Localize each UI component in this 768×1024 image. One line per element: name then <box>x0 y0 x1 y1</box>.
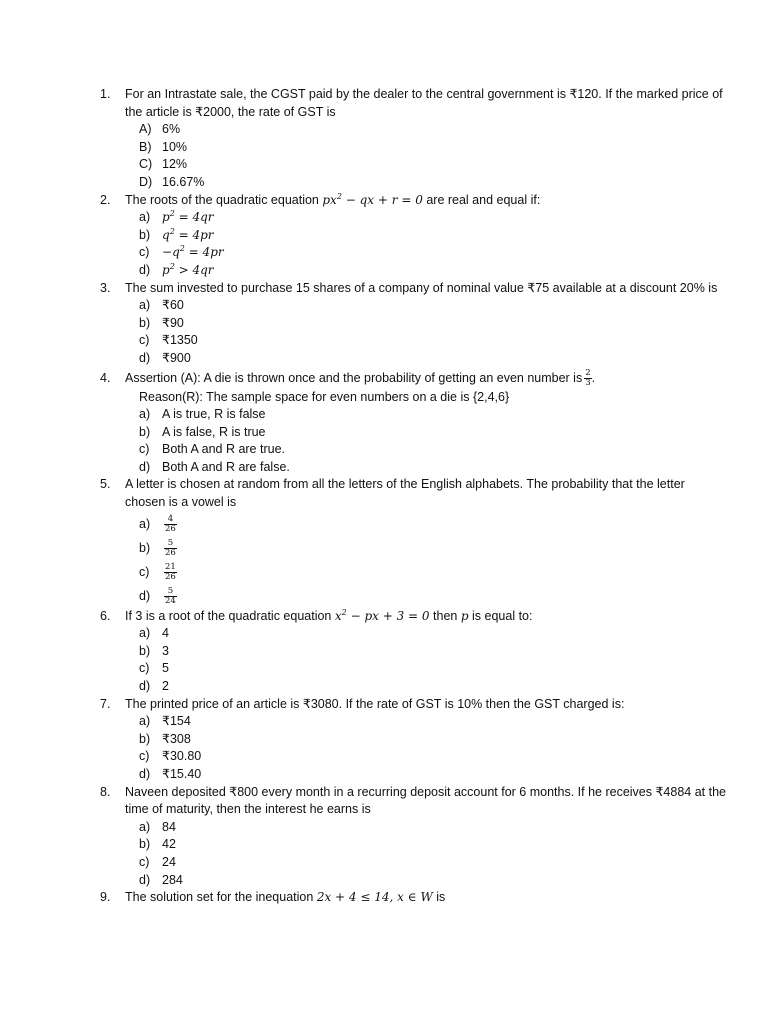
option <box>125 262 728 280</box>
option-text: ₹60 <box>162 298 184 313</box>
option <box>125 424 728 442</box>
question-text: For an Intrastate sale, the CGST paid by the dealer to the central government is ₹120. If the marked price of the article is ₹2000, the rate of GST is <box>125 87 723 119</box>
option-label: b) <box>139 540 151 555</box>
fraction-denominator: 26 <box>165 571 176 582</box>
option <box>125 244 728 262</box>
fraction-numerator: 5 <box>164 539 177 549</box>
question-text: The solution set for the inequation <box>125 890 314 905</box>
option-label: c) <box>139 245 150 260</box>
fraction <box>164 563 177 582</box>
option-text: Both A and R are false. <box>162 459 290 474</box>
question-8 <box>0 784 768 819</box>
option-label: C) <box>139 157 153 172</box>
option <box>125 854 728 872</box>
option-label: d) <box>139 872 151 887</box>
option <box>125 227 728 245</box>
option-text: 24 <box>162 854 176 869</box>
question-9 <box>0 889 768 907</box>
option-label: a) <box>139 407 151 422</box>
option-text: 5 <box>162 661 169 676</box>
fraction <box>164 539 177 558</box>
option-label: b) <box>139 837 151 852</box>
option-label: a) <box>139 516 151 531</box>
option <box>125 584 728 608</box>
fraction-denominator: 26 <box>165 523 176 534</box>
option <box>125 441 728 459</box>
fraction-numerator: 4 <box>164 515 177 525</box>
option-text: Both A and R are true. <box>162 442 285 457</box>
option <box>125 139 728 157</box>
question-6 <box>0 608 768 626</box>
question-3 <box>0 280 768 298</box>
option-label: b) <box>139 227 151 242</box>
option <box>125 174 728 192</box>
fraction <box>164 587 177 606</box>
question-1 <box>0 86 768 121</box>
option-label: c) <box>139 333 150 348</box>
option-label: a) <box>139 626 151 641</box>
option <box>125 678 728 696</box>
options-3 <box>0 297 768 367</box>
option-label: a) <box>139 819 151 834</box>
question-paper <box>0 86 768 907</box>
option <box>125 643 728 661</box>
fraction-numerator: 2 <box>585 367 591 378</box>
question-number: 5. <box>100 477 111 492</box>
option-text: ₹154 <box>162 714 191 729</box>
option-label: b) <box>139 424 151 439</box>
question-text: The roots of the quadratic equation <box>125 192 319 207</box>
options-4 <box>0 406 768 476</box>
option-text: 84 <box>162 819 176 834</box>
options-7 <box>0 713 768 783</box>
option-label: b) <box>139 731 151 746</box>
option <box>125 748 728 766</box>
option-label: d) <box>139 588 151 603</box>
option-label: D) <box>139 174 153 189</box>
option-label: b) <box>139 643 151 658</box>
option-label: a) <box>139 714 151 729</box>
option-text: 12% <box>162 157 188 172</box>
fraction-denominator: 24 <box>165 595 176 606</box>
question-number: 9. <box>100 890 111 905</box>
question-text: Naveen deposited ₹800 every month in a recurring deposit account for 6 months. If he receives ₹4884 at the time of maturity, then the interest he earns is <box>125 784 726 817</box>
option <box>125 836 728 854</box>
option-text: ₹1350 <box>162 333 198 348</box>
option-text: A is false, R is true <box>162 424 266 439</box>
options-1 <box>0 121 768 191</box>
option-text: 10% <box>162 139 188 154</box>
option <box>125 819 728 837</box>
option <box>125 315 728 333</box>
option-text: ₹30.80 <box>162 749 202 764</box>
option <box>125 872 728 890</box>
option <box>125 459 728 477</box>
option-text: 6% <box>162 122 181 137</box>
question-2 <box>0 192 768 210</box>
option <box>125 625 728 643</box>
option <box>125 121 728 139</box>
reason-4 <box>0 389 768 407</box>
question-5 <box>0 476 768 511</box>
question-7 <box>0 696 768 714</box>
option-text: ₹308 <box>162 731 191 746</box>
options-2 <box>0 209 768 279</box>
option <box>125 713 728 731</box>
option <box>125 512 728 536</box>
math-option: $q^2 = 4pr$ <box>162 226 214 242</box>
option-label: c) <box>139 854 150 869</box>
option-text: 16.67% <box>162 174 205 189</box>
question-number: 1. <box>100 87 111 101</box>
question-text: The printed price of an article is ₹3080. If the rate of GST is 10% then the GST charged is: <box>125 696 625 711</box>
option-text: 284 <box>162 872 183 887</box>
math-inequation: 2x + 4 ≤ 14, x ∈ W <box>316 890 433 905</box>
option-label: c) <box>139 749 150 764</box>
option-label: b) <box>139 315 151 330</box>
option-label: A) <box>139 122 152 137</box>
fraction <box>164 515 177 534</box>
option-text: ₹15.40 <box>162 767 202 781</box>
math-equation: $px^2$ − qx + r = 0 <box>322 191 423 207</box>
question-text: is <box>436 890 446 905</box>
option-label: c) <box>139 661 150 676</box>
option-label: c) <box>139 564 150 579</box>
question-text: A letter is chosen at random from all the letters of the English alphabets. The probability that the letter chosen is a vowel is <box>125 477 685 510</box>
question-4: 4. Assertion (A): A die is thrown once and the probability of getting an even number is $\frac{2}{3}$ . <box>100 367 596 388</box>
question-text: then <box>433 608 458 623</box>
fraction-denominator: 3 <box>585 377 591 388</box>
fraction-numerator: 21 <box>165 561 176 572</box>
question-number: 8. <box>100 784 111 799</box>
option <box>125 536 728 560</box>
option-label: d) <box>139 262 151 277</box>
question-number: 6. <box>100 608 111 623</box>
option-label: a) <box>139 210 151 225</box>
question-text: is equal to: <box>472 608 533 623</box>
math-variable: p <box>460 608 469 623</box>
option-text: 42 <box>162 837 176 852</box>
question-text: If 3 is a root of the quadratic equation <box>125 608 332 623</box>
question-number: 3. <box>100 280 111 295</box>
option <box>125 660 728 678</box>
question-number: 2. <box>100 192 111 207</box>
option-label: d) <box>139 459 151 474</box>
fraction <box>584 369 591 388</box>
option-label: B) <box>139 139 152 154</box>
fraction-numerator: 5 <box>164 587 177 597</box>
options-5 <box>0 512 768 608</box>
question-text: The sum invested to purchase 15 shares of a company of nominal value ₹75 available at a discount 20% is <box>125 280 718 295</box>
option-label: a) <box>139 298 151 313</box>
option-label: d) <box>139 679 151 694</box>
question-number: 4. <box>100 370 111 385</box>
options-8 <box>0 819 768 889</box>
option <box>125 406 728 424</box>
option <box>125 332 728 350</box>
option <box>125 731 728 749</box>
option <box>125 297 728 315</box>
fraction-denominator: 26 <box>165 547 176 558</box>
question-text: are real and equal if: <box>426 192 541 207</box>
options-6 <box>0 625 768 695</box>
question-number: 7. <box>100 696 111 711</box>
option <box>125 209 728 227</box>
question-text: Assertion (A): A die is thrown once and the probability of getting an even number is <box>125 370 583 385</box>
option-text: 3 <box>162 643 169 658</box>
reason-text: Reason(R): The sample space for even numbers on a die is {2,4,6} <box>139 389 510 404</box>
option-label: c) <box>139 442 150 457</box>
option-text: 2 <box>162 679 169 694</box>
option-label: d) <box>139 767 151 781</box>
option-text: 4 <box>162 626 169 641</box>
math-option: $-q^2 = 4pr$ <box>162 244 224 260</box>
option <box>125 350 728 368</box>
option-label: d) <box>139 350 151 365</box>
option-text: ₹900 <box>162 350 191 365</box>
option-text: ₹90 <box>162 315 184 330</box>
math-equation: $x^2$ − px + 3 = 0 <box>334 607 430 623</box>
option-text: A is true, R is false <box>162 407 266 422</box>
math-option: $p^2 = 4qr$ <box>162 209 214 225</box>
math-option: $p^2 > 4qr$ <box>162 261 214 277</box>
option <box>125 766 728 784</box>
option <box>125 156 728 174</box>
option <box>125 560 728 584</box>
